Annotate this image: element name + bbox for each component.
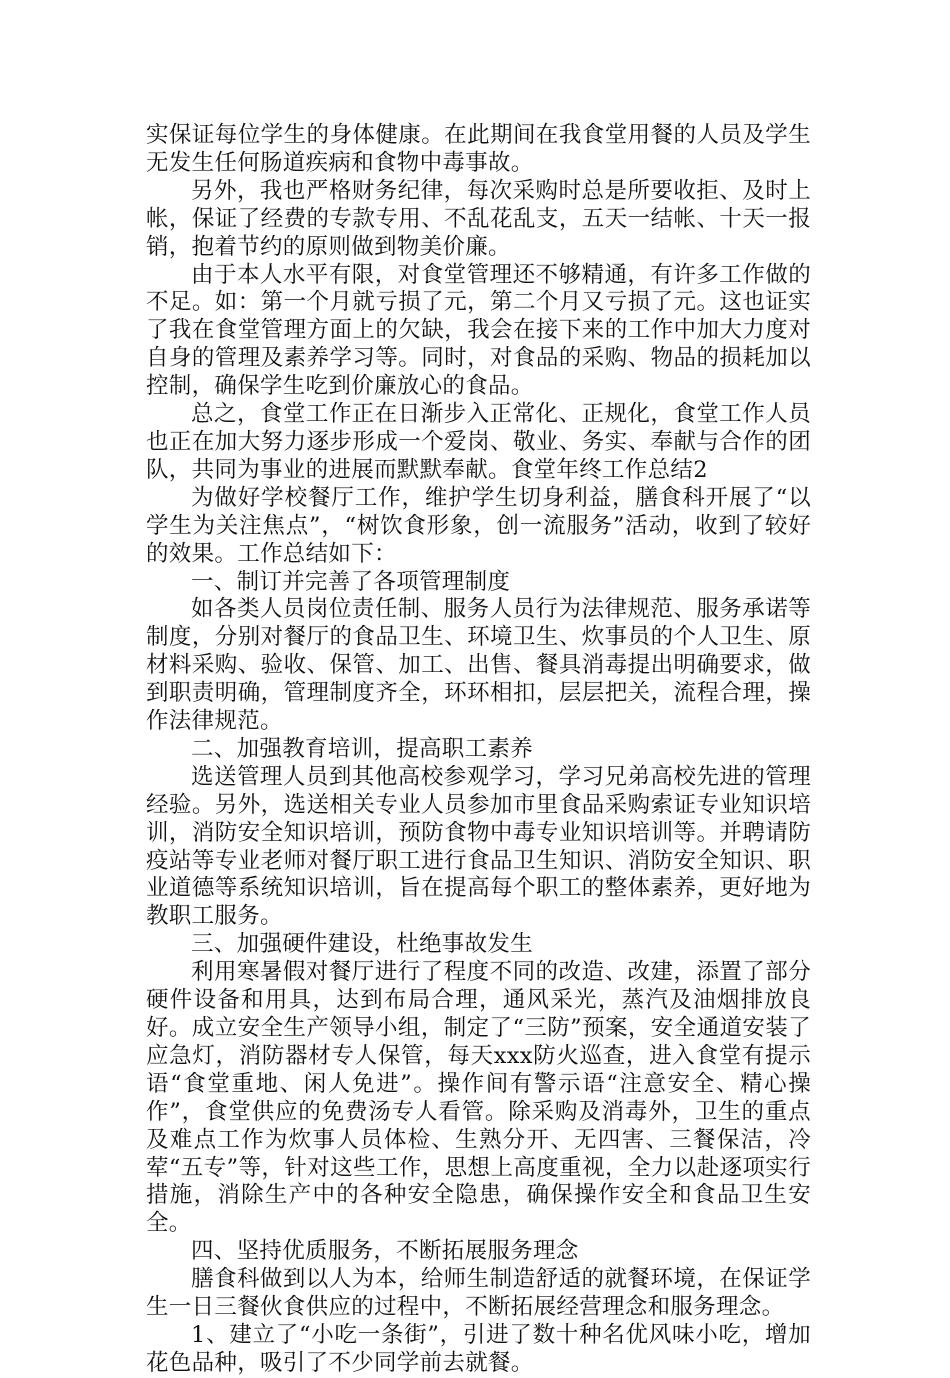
section-heading-1: 一、制订并完善了各项管理制度 [191,568,511,595]
paragraph-management: 如各类人员岗位责任制、服务人员行为法律规范、服务承诺等制度，分别对餐厅的食品卫生、环境卫生、炊事员的个人卫生、原材料采购、验收、保管、加工、出售、餐具消毒提出明确要求，做到职责明确，管理制度齐全，环环相扣，层层把关，流程合理，操作法律规范。 [146,596,811,735]
section-heading-3: 三、加强硬件建设，杜绝事故发生 [191,931,534,958]
paragraph-hardware: 利用寒暑假对餐厅进行了程度不同的改造、改建，添置了部分硬件设备和用具，达到布局合理，通风采光，蒸汽及油烟排放良好。成立安全生产领导小组，制定了“三防”预案，安全通道安装了应急灯，消防器材专人保管，每天xxx防火巡查，进入食堂有提示语“食堂重地、闲人免进”。操作间有警示语“注意安全、精心操作”，食堂供应的免费汤专人看管。除采购及消毒外，卫生的重点及难点工作为炊事人员体检、生熟分开、无四害、三餐保洁，冷荤“五专”等，针对这些工作，思想上高度重视，全力以赴逐项实行措施，消除生产中的各种安全隐患，确保操作安全和食品卫生安全。 [146,959,811,1237]
paragraph-shortcomings: 由于本人水平有限，对食堂管理还不够精通，有许多工作做的不足。如：第一个月就亏损了元，第二个月又亏损了元。这也证实了我在食堂管理方面上的欠缺，我会在接下来的工作中加大力度对自身的管理及素养学习等。同时，对食品的采购、物品的损耗加以控制，确保学生吃到价廉放心的食品。 [146,261,811,400]
paragraph-service: 膳食科做到以人为本，给师生制造舒适的就餐环境，在保证学生一日三餐伙食供应的过程中，不断拓展经营理念和服务理念。 [146,1266,811,1321]
paragraph-training: 选送管理人员到其他高校参观学习，学习兄弟高校先进的管理经验。另外，选送相关专业人员参加市里食品采购索证专业知识培训，消防安全知识培训，预防食物中毒专业知识培训等。并聘请防疫站等专业老师对餐厅职工进行食品卫生知识、消防安全知识、职业道德等系统知识培训，旨在提高每个职工的整体素养，更好地为教职工服务。 [146,763,811,930]
paragraph-finance: 另外，我也严格财务纪律，每次采购时总是所要收拒、及时上帐，保证了经费的专款专用、不乱花乱支，五天一结帐、十天一报销，抱着节约的原则做到物美价廉。 [146,177,811,260]
paragraph-summary: 总之，食堂工作正在日渐步入正常化、正规化，食堂工作人员也正在加大努力逐步形成一个爱岗、敬业、务实、奉献与合作的团队，共同为事业的进展而默默奉献。食堂年终工作总结2 [146,401,811,483]
section-heading-4: 四、坚持优质服务，不断拓展服务理念 [191,1238,579,1265]
paragraph-intro-2: 为做好学校餐厅工作，维护学生切身利益，膳食科开展了“以学生为关注焦点”，“树饮食形象，创一流服务”活动，收到了较好的效果。工作总结如下： [146,484,811,567]
document-body [146,122,811,1378]
paragraph-snack-street: 1、建立了“小吃一条街”，引进了数十种名优风味小吃，增加花色品种，吸引了不少同学前去就餐。 [146,1321,811,1376]
paragraph-continuation: 实保证每位学生的身体健康。在此期间在我食堂用餐的人员及学生无发生任何肠道疾病和食物中毒事故。 [146,122,811,176]
section-heading-2: 二、加强教育培训，提高职工素养 [191,735,534,762]
